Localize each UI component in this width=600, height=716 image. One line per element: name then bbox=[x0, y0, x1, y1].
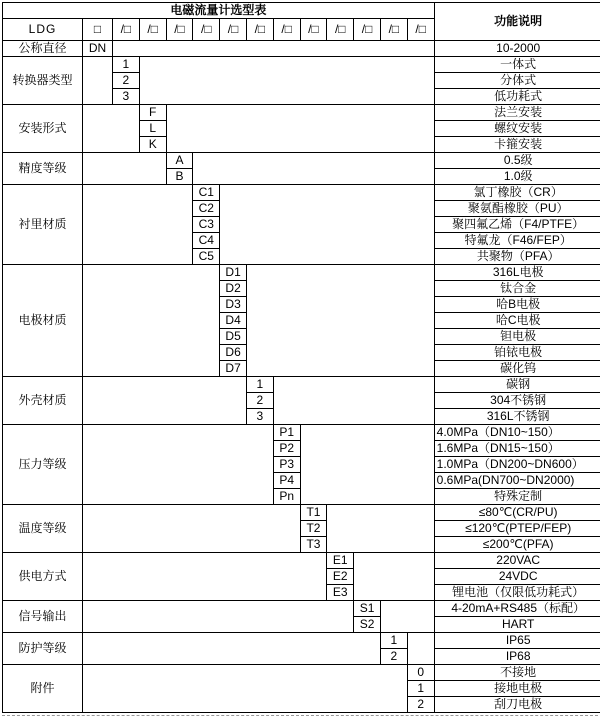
section-label: 精度等级 bbox=[3, 153, 83, 185]
empty-region bbox=[166, 105, 434, 153]
function-desc-cell: 刮刀电极 bbox=[434, 697, 600, 713]
function-desc-cell: 铂铱电极 bbox=[434, 345, 600, 361]
option-code-cell: 2 bbox=[407, 697, 434, 713]
function-desc-cell: 卡箍安装 bbox=[434, 137, 600, 153]
function-desc-cell: 聚氨酯橡胶（PU） bbox=[434, 201, 600, 217]
option-code-cell: 3 bbox=[113, 89, 140, 105]
function-desc-cell: IP65 bbox=[434, 633, 600, 649]
empty-region bbox=[83, 153, 167, 185]
empty-region bbox=[327, 505, 434, 553]
function-desc-cell: ≤120℃(PTEP/FEP) bbox=[434, 521, 600, 537]
model-prefix: LDG bbox=[3, 19, 83, 41]
function-desc-cell: 氯丁橡胶（CR） bbox=[434, 185, 600, 201]
empty-region bbox=[83, 633, 381, 665]
option-code-cell: 0 bbox=[407, 665, 434, 681]
option-code-cell: C1 bbox=[193, 185, 220, 201]
option-code-cell: S2 bbox=[354, 617, 381, 633]
option-code-cell: K bbox=[139, 137, 166, 153]
empty-region bbox=[83, 377, 247, 425]
function-desc-cell: 304不锈钢 bbox=[434, 393, 600, 409]
function-desc-cell: 10-2000 bbox=[434, 41, 600, 57]
section-label: 供电方式 bbox=[3, 553, 83, 601]
option-code-cell: E1 bbox=[327, 553, 354, 569]
function-desc-cell: 1.0MPa（DN200~DN600） bbox=[434, 457, 600, 473]
function-desc-cell: 1.6MPa（DN15~150） bbox=[434, 441, 600, 457]
model-slot-cell: /□ bbox=[220, 19, 247, 41]
option-code-cell: S1 bbox=[354, 601, 381, 617]
model-slot-cell: /□ bbox=[113, 19, 140, 41]
option-code-cell: D4 bbox=[220, 313, 247, 329]
empty-region bbox=[83, 265, 220, 377]
empty-region bbox=[193, 153, 434, 185]
function-desc-cell: 4.0MPa（DN10~150） bbox=[434, 425, 600, 441]
section-label: 信号输出 bbox=[3, 601, 83, 633]
empty-region bbox=[83, 505, 301, 553]
function-desc-cell: 一体式 bbox=[434, 57, 600, 73]
option-code-cell: D3 bbox=[220, 297, 247, 313]
function-desc-cell: 碳钢 bbox=[434, 377, 600, 393]
option-code-cell: 2 bbox=[113, 73, 140, 89]
function-desc-cell: 锂电池（仅限低功耗式） bbox=[434, 585, 600, 601]
section-label: 电极材质 bbox=[3, 265, 83, 377]
diameter-code-cell: DN bbox=[83, 41, 113, 57]
model-slot-cell: /□ bbox=[273, 19, 300, 41]
option-code-cell: P4 bbox=[273, 473, 300, 489]
function-desc-cell: 钛合金 bbox=[434, 281, 600, 297]
empty-region bbox=[113, 41, 435, 57]
option-code-cell: C2 bbox=[193, 201, 220, 217]
option-code-cell: P2 bbox=[273, 441, 300, 457]
function-desc-cell: 碳化钨 bbox=[434, 361, 600, 377]
option-code-cell: D2 bbox=[220, 281, 247, 297]
model-slot-cell: /□ bbox=[246, 19, 273, 41]
empty-region bbox=[83, 185, 193, 265]
option-code-cell: L bbox=[139, 121, 166, 137]
function-desc-cell: 哈C电极 bbox=[434, 313, 600, 329]
function-desc-cell: 钽电极 bbox=[434, 329, 600, 345]
option-code-cell: 2 bbox=[246, 393, 273, 409]
empty-region bbox=[220, 185, 434, 265]
section-label: 衬里材质 bbox=[3, 185, 83, 265]
empty-region bbox=[139, 57, 434, 105]
section-label: 防护等级 bbox=[3, 633, 83, 665]
option-code-cell: D7 bbox=[220, 361, 247, 377]
option-code-cell: 1 bbox=[380, 633, 407, 649]
model-slot-cell: /□ bbox=[354, 19, 381, 41]
function-desc-cell: 316L电极 bbox=[434, 265, 600, 281]
function-desc-cell: 哈B电极 bbox=[434, 297, 600, 313]
function-desc-cell: 4-20mA+RS485（标配） bbox=[434, 601, 600, 617]
empty-region bbox=[83, 553, 327, 601]
option-code-cell: C5 bbox=[193, 249, 220, 265]
function-desc-cell: 特殊定制 bbox=[434, 489, 600, 505]
function-desc-cell: 316L不锈钢 bbox=[434, 409, 600, 425]
empty-region bbox=[300, 425, 434, 505]
section-label: 安装形式 bbox=[3, 105, 83, 153]
empty-region bbox=[246, 265, 434, 377]
empty-region bbox=[83, 425, 274, 505]
section-label: 压力等级 bbox=[3, 425, 83, 505]
section-label: 转换器类型 bbox=[3, 57, 83, 105]
model-slot-cell: /□ bbox=[300, 19, 327, 41]
option-code-cell: D1 bbox=[220, 265, 247, 281]
model-slot-cell: /□ bbox=[380, 19, 407, 41]
function-desc-cell: 低功耗式 bbox=[434, 89, 600, 105]
section-label: 外壳材质 bbox=[3, 377, 83, 425]
option-code-cell: C3 bbox=[193, 217, 220, 233]
section-label: 温度等级 bbox=[3, 505, 83, 553]
option-code-cell: D5 bbox=[220, 329, 247, 345]
function-desc-cell: 24VDC bbox=[434, 569, 600, 585]
option-code-cell: 1 bbox=[246, 377, 273, 393]
function-desc-cell: ≤200℃(PFA) bbox=[434, 537, 600, 553]
model-slot-cell: /□ bbox=[139, 19, 166, 41]
option-code-cell: D6 bbox=[220, 345, 247, 361]
empty-region bbox=[83, 665, 408, 713]
option-code-cell: E3 bbox=[327, 585, 354, 601]
option-code-cell: B bbox=[166, 169, 193, 185]
function-desc-cell: 1.0级 bbox=[434, 169, 600, 185]
option-code-cell: 3 bbox=[246, 409, 273, 425]
function-column-header: 功能说明 bbox=[434, 3, 600, 41]
option-code-cell: T2 bbox=[300, 521, 327, 537]
option-code-cell: 1 bbox=[407, 681, 434, 697]
option-code-cell: C4 bbox=[193, 233, 220, 249]
function-desc-cell: ≤80℃(CR/PU) bbox=[434, 505, 600, 521]
section-label: 附件 bbox=[3, 665, 83, 713]
function-desc-cell: 共聚物（PFA） bbox=[434, 249, 600, 265]
option-code-cell: 2 bbox=[380, 649, 407, 665]
function-desc-cell: 聚四氟乙烯（F4/PTFE） bbox=[434, 217, 600, 233]
empty-region bbox=[83, 105, 140, 153]
function-desc-cell: 法兰安装 bbox=[434, 105, 600, 121]
option-code-cell: P3 bbox=[273, 457, 300, 473]
empty-region bbox=[83, 57, 113, 105]
table-title: 电磁流量计选型表 bbox=[3, 3, 435, 19]
model-slot-cell: /□ bbox=[327, 19, 354, 41]
section-label: 公称直径 bbox=[3, 41, 83, 57]
function-desc-cell: 0.6MPa(DN700~DN2000) bbox=[434, 473, 600, 489]
empty-region bbox=[407, 633, 434, 665]
option-code-cell: E2 bbox=[327, 569, 354, 585]
function-desc-cell: 特氟龙（F46/FEP） bbox=[434, 233, 600, 249]
function-desc-cell: 螺纹安装 bbox=[434, 121, 600, 137]
selection-table bbox=[2, 2, 600, 713]
function-desc-cell: 220VAC bbox=[434, 553, 600, 569]
function-desc-cell: 0.5级 bbox=[434, 153, 600, 169]
empty-region bbox=[273, 377, 434, 425]
option-code-cell: T1 bbox=[300, 505, 327, 521]
option-code-cell: F bbox=[139, 105, 166, 121]
function-desc-cell: 分体式 bbox=[434, 73, 600, 89]
empty-region bbox=[83, 601, 354, 633]
empty-region bbox=[354, 553, 435, 601]
option-code-cell: Pn bbox=[273, 489, 300, 505]
option-code-cell: 1 bbox=[113, 57, 140, 73]
function-desc-cell: IP68 bbox=[434, 649, 600, 665]
option-code-cell: P1 bbox=[273, 425, 300, 441]
model-slot-cell: /□ bbox=[193, 19, 220, 41]
function-desc-cell: 不接地 bbox=[434, 665, 600, 681]
function-desc-cell: 接地电极 bbox=[434, 681, 600, 697]
option-code-cell: A bbox=[166, 153, 193, 169]
model-slot-cell: /□ bbox=[166, 19, 193, 41]
empty-region bbox=[380, 601, 434, 633]
model-slot-cell: /□ bbox=[407, 19, 434, 41]
model-box-cell: □ bbox=[83, 19, 113, 41]
option-code-cell: T3 bbox=[300, 537, 327, 553]
function-desc-cell: HART bbox=[434, 617, 600, 633]
